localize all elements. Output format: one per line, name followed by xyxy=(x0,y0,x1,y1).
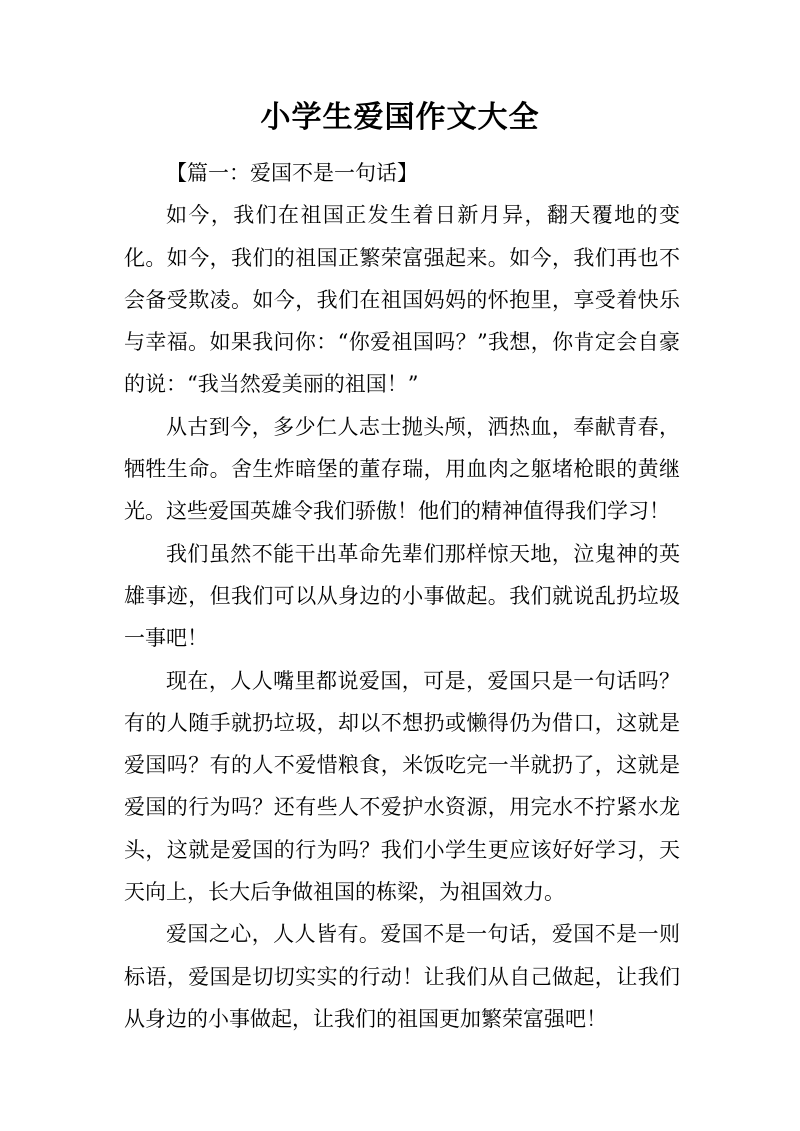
paragraph-3: 我们虽然不能干出革命先辈们那样惊天地，泣鬼神的英雄事迹，但我们可以从身边的小事做起。我们就说乱扔垃圾一事吧！ xyxy=(124,541,680,651)
paragraph-5: 爱国之心，人人皆有。爱国不是一句话，爱国不是一则标语，爱国是切切实实的行动！让我们从自己做起，让我们从身边的小事做起，让我们的祖国更加繁荣富强吧！ xyxy=(124,922,680,1031)
article-body xyxy=(124,152,680,1040)
page-title: 小学生爱国作文大全 xyxy=(260,100,540,135)
paragraph-2: 从古到今，多少仁人志士抛头颅，洒热血，奉献青春，牺牲生命。舍生炸暗堡的董存瑞，用血肉之躯堵枪眼的黄继光。这些爱国英雄令我们骄傲！他们的精神值得我们学习！ xyxy=(124,414,680,524)
paragraph-1: 如今，我们在祖国正发生着日新月异，翻天覆地的变化。如今，我们的祖国正繁荣富强起来。如今，我们再也不会备受欺凌。如今，我们在祖国妈妈的怀抱里，享受着快乐与幸福。如果我问你：“你爱祖国吗？”我想，你肯定会自豪的说：“我当然爱美丽的祖国！” xyxy=(124,203,680,397)
paragraph-4: 现在，人人嘴里都说爱国，可是，爱国只是一句话吗？有的人随手就扔垃圾，却以不想扔或懒得仍为借口，这就是爱国吗？有的人不爱惜粮食，米饭吃完一半就扔了，这就是爱国的行为吗？还有些人不爱护水资源，用完水不拧紧水龙头，这就是爱国的行为吗？我们小学生更应该好好学习，天天向上，长大后争做祖国的栋梁，为祖国效力。 xyxy=(124,668,680,905)
section-heading: 【篇一：爱国不是一句话】 xyxy=(166,161,418,185)
